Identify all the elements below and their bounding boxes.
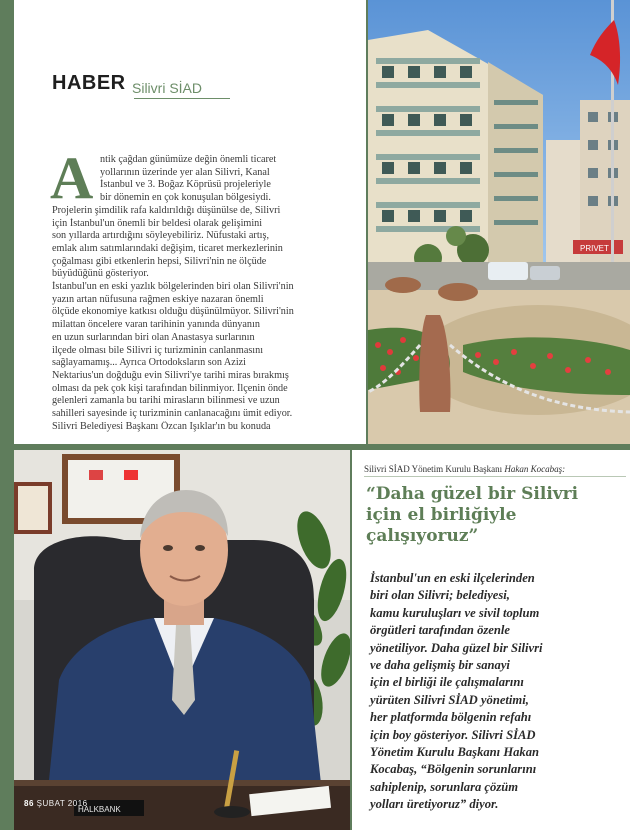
page-footer	[24, 799, 88, 808]
article-line: çoğalması gibi etkenlerin hepsi, Silivri'nin ne ölçüde	[52, 255, 267, 267]
chairman-portrait-photo	[14, 450, 350, 830]
article-line: emlak alım satımlarındaki değişim, ticaret merkezlerinin	[52, 242, 283, 254]
article-line: ölçüde ekonomiye katkısı olduğu düşünülmüyor. Silivri'nin	[52, 306, 294, 318]
issue-month: ŞUBAT 2016	[36, 799, 88, 808]
intro-line: Yönetim Kurulu Başkanı Hakan	[370, 745, 540, 760]
article-line: son yıllarda artırdığını söyleyebiliriz. Nüfustaki artış,	[52, 230, 270, 242]
intro-line: İstanbul'un en eski ilçelerinden	[370, 571, 535, 585]
article-line: olması da pek çok kişi tarafından bilinmiyor. İlçenin önde	[52, 382, 288, 394]
caption-role: Silivri SİAD Yönetim Kurulu Başkanı	[364, 464, 503, 474]
article-line: ntik çağdan günümüze değin önemli ticaret	[100, 154, 277, 165]
intro-line: Kocabaş, “Bölgenin sorunlarını	[370, 762, 537, 777]
drop-cap: A	[50, 145, 94, 211]
article-line: İstanbul'un en eski yazlık bölgelerinden biri olan Silivri'nin	[52, 281, 294, 293]
headline-line: “Daha güzel bir Silivri	[366, 484, 579, 504]
section-kicker: HABER	[52, 72, 126, 94]
headline-line: çalışıyoruz”	[366, 526, 479, 546]
intro-line: yolları üretiyoruz” diyor.	[370, 797, 499, 812]
article-line: en uzun surlarından biri olan Anastasya surlarının	[52, 331, 255, 343]
intro-line: için boy gösteriyor. Silivri SİAD	[370, 727, 536, 742]
intro-line: her platformda bölgenin refahı	[370, 710, 532, 725]
city-square-photo	[368, 0, 630, 444]
interview-intro	[370, 570, 624, 814]
article-line: sağlayamamış... Ayrıca Ortodoksların son Azizi	[52, 357, 246, 369]
article-line: Projelerin şimdilik rafa kaldırıldığı düşünülse de, Silivri	[52, 204, 281, 216]
intro-line: yürüten Silivri SİAD yönetimi,	[370, 692, 529, 707]
intro-line: biri olan Silivri; belediyesi,	[370, 588, 510, 603]
intro-line: için el birliği ile çalışmalarını	[370, 675, 524, 690]
article-body	[52, 154, 357, 433]
intro-line: örgütleri tarafından özenle	[370, 623, 510, 638]
headline-line: için el birliğiyle	[366, 505, 517, 525]
shop-sign: PRIVET	[580, 244, 609, 253]
article-line: İstanbul ve 3. Boğaz Köprüsü projeleriyle	[100, 179, 271, 191]
intro-line: kamu kuruluşları ve sivil toplum	[370, 605, 540, 620]
article-line: yazın artan nüfusuna rağmen eskiye nazaran önemli	[52, 293, 264, 305]
article-line: Silivri Belediyesi Başkanı Özcan Işıklar'ın bu konuda	[52, 420, 271, 432]
left-color-strip	[0, 0, 14, 830]
article-panel	[14, 0, 366, 444]
article-line: Nektarius'un doğduğu evin Silivri'ye tarihi miras bırakmış	[52, 369, 289, 381]
intro-line: sahiplenip, sorunlara çözüm	[370, 779, 519, 794]
section-name: Silivri SİAD	[132, 80, 203, 96]
article-line: milattan öncelere varan tarihinin yanında dünyanın	[52, 319, 260, 331]
article-line: için İstanbul'un önemli bir beldesi olarak gelişimini	[52, 217, 263, 229]
intro-line: yönetiliyor. Daha güzel bir Silivri	[370, 640, 543, 655]
article-line: bir dönemin en çok konuşulan bölgesiydi.	[100, 192, 271, 204]
article-line: ilçede olması bile Silivri iç turizminin canlanmasını	[52, 344, 264, 356]
intro-line: ve daha gelişmiş bir sanayi	[370, 658, 510, 673]
desk-sign: HALKBANK	[78, 805, 121, 814]
article-line: gelenleri zamanla bu tarihi mirasların bilinmesi ve uzun	[52, 395, 280, 407]
article-line: büyüdüğünü gösteriyor.	[52, 268, 149, 280]
interview-panel	[352, 450, 630, 830]
page-number: 86	[24, 799, 34, 808]
article-line: yollarının üzerinde yer alan Silivri, Kanal	[100, 166, 270, 178]
interview-caption	[364, 462, 626, 477]
caption-name: Hakan Kocabaş:	[504, 464, 566, 474]
interview-headline	[366, 484, 624, 547]
section-underline	[134, 98, 230, 99]
article-line: sahilleri sayesinde iç turizminin canlanacağını ümit ediyor.	[52, 408, 293, 420]
